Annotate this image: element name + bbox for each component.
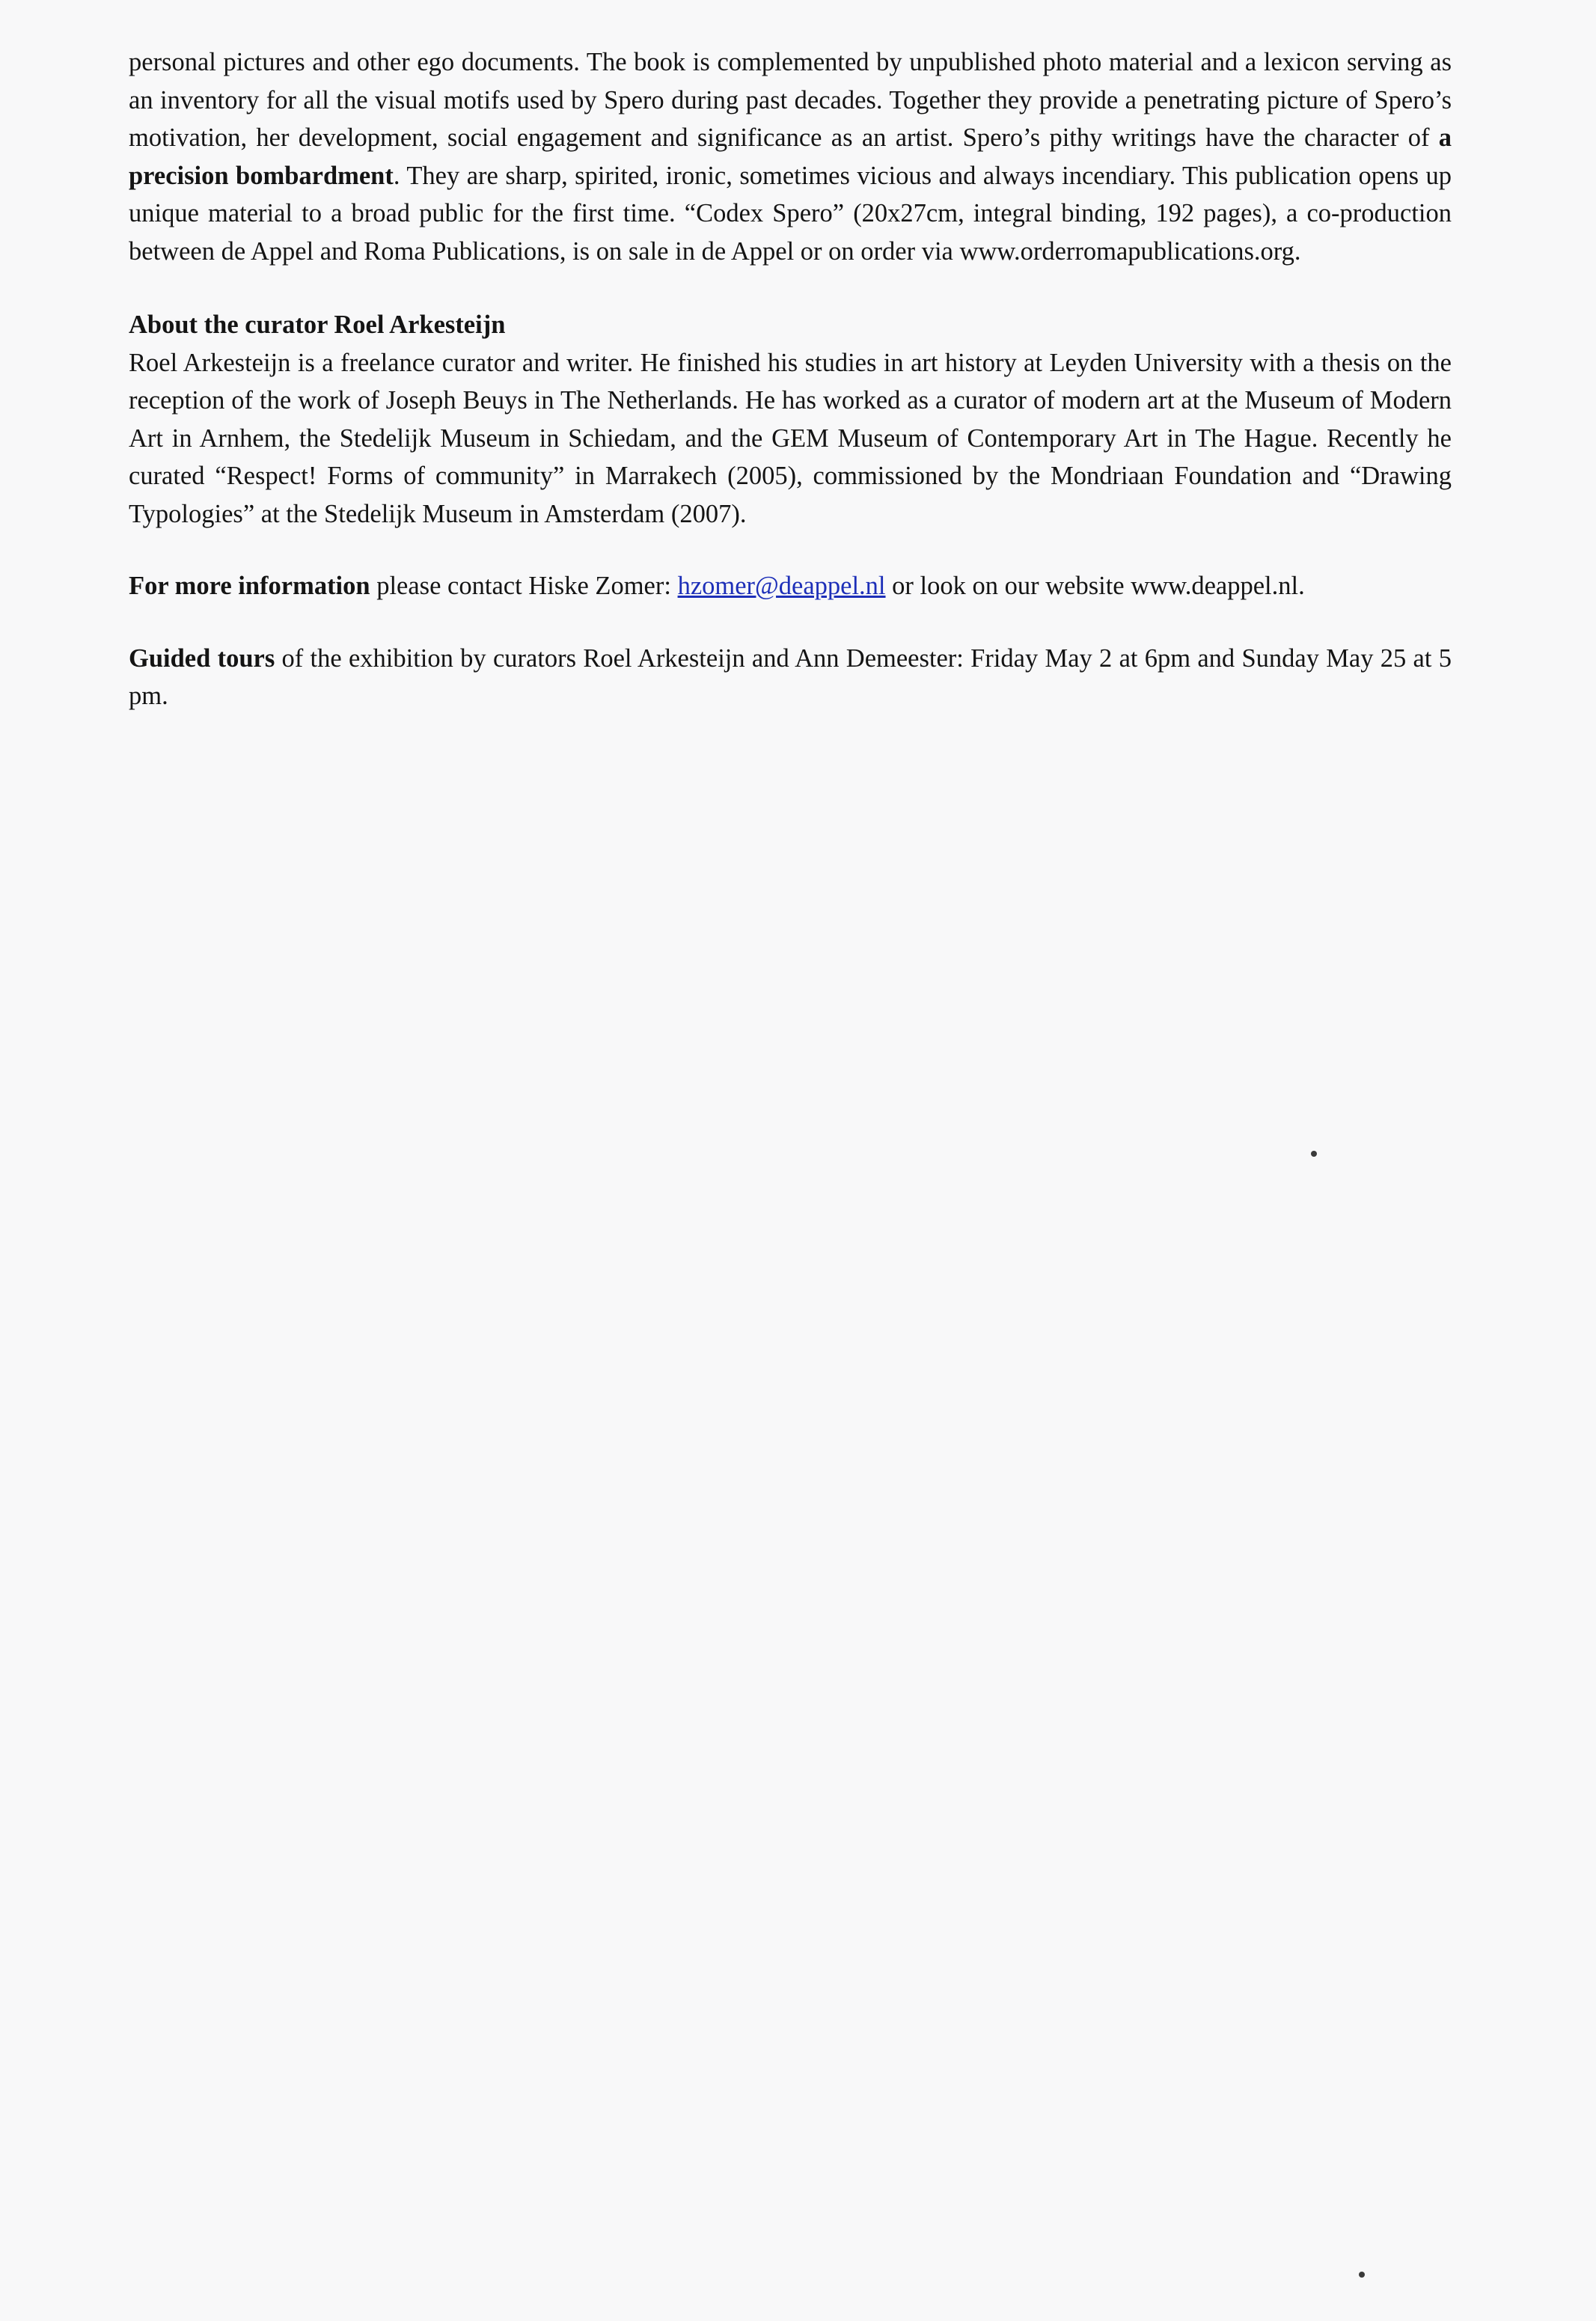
contact-text-before: please contact Hiske Zomer: [370,572,678,600]
contact-text-after: or look on our website www.deappel.nl. [885,572,1305,600]
tours-text: of the exhibition by curators Roel Arkesteijn and Ann Demeester: Friday May 2 at 6pm and Sunday May 25 at 5 pm. [129,643,1452,710]
contact-email-link[interactable]: hzomer@deappel.nl [677,572,886,600]
document-body [129,43,1452,715]
intro-paragraph [129,43,1452,270]
contact-paragraph [129,567,1452,605]
intro-text-part-2: . They are sharp, spirited, ironic, sometimes vicious and always incendiary. This publication opens up unique material to a broad public for the first time. “Codex Spero” (20x27cm, integral binding, 192 pages), a co-production between de Appel and Roma Publications, is on sale in de Appel or on order via www.orderromapublications.org. [129,161,1452,266]
stray-dot-mark [1311,1151,1317,1157]
curator-paragraph: Roel Arkesteijn is a freelance curator and writer. He finished his studies in art history at Leyden University with a thesis on the reception of the work of Joseph Beuys in The Netherlands. He has worked as a curator of modern art at the Museum of Modern Art in Arnhem, the Stedelijk Museum in Schiedam, and the GEM Museum of Contemporary Art in The Hague. Recently he curated “Respect! Forms of community” in Marrakech (2005), commissioned by the Mondriaan Foundation and “Drawing Typologies” at the Stedelijk Museum in Amsterdam (2007). [129,348,1452,528]
paragraph-gap [129,270,1452,306]
tours-paragraph [129,640,1452,715]
paragraph-gap [129,605,1452,640]
curator-heading: About the curator Roel Arkesteijn [129,311,506,339]
intro-bold-phrase: a precision bombardment [129,123,1452,190]
stray-dot-mark [1359,2272,1365,2278]
paragraph-gap [129,533,1452,567]
contact-label: For more information [129,572,370,600]
tours-label: Guided tours [129,643,275,673]
intro-text-part-1: personal pictures and other ego documents. The book is complemented by unpublished photo material and a lexicon serving as an inventory for all the visual motifs used by Spero during past decades. Together they provide a penetrating picture of Spero’s motivation, her development, social engagement and significance as an artist. Spero’s pithy writings have the character of [129,48,1452,152]
